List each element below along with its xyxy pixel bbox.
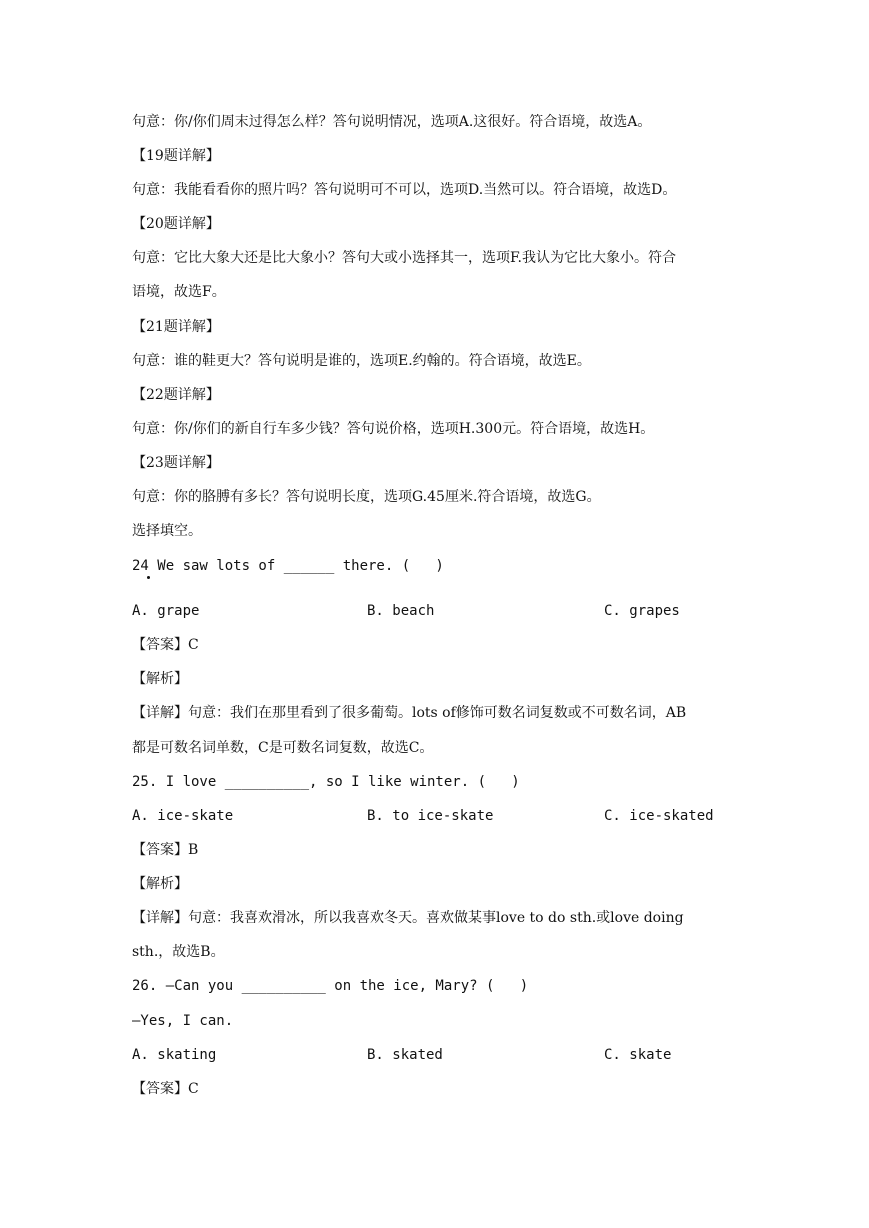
question-24-detail-line1: 【详解】句意：我们在那里看到了很多葡萄。lots of修饰可数名词复数或不可数名词，AB — [132, 705, 687, 721]
question-number-dot — [147, 576, 150, 579]
question-25-option-c: C. ice-skated — [604, 808, 714, 824]
heading-21: 【21题详解】 — [132, 319, 220, 335]
question-24-detail-line2: 都是可数名词单数，C是可数名词复数，故选C。 — [132, 740, 434, 756]
question-24-option-c: C. grapes — [604, 603, 680, 619]
question-26-stem: 26. —Can you __________ on the ice, Mary? ( ) — [132, 978, 529, 994]
explanation-21: 句意：谁的鞋更大？答句说明是谁的，选项E.约翰的。符合语境，故选E。 — [132, 353, 591, 369]
explanation-23: 句意：你的胳膊有多长？答句说明长度，选项G.45厘米.符合语境，故选G。 — [132, 489, 601, 505]
question-26-reply: —Yes, I can. — [132, 1013, 234, 1029]
question-24-answer: 【答案】C — [132, 637, 199, 653]
heading-20: 【20题详解】 — [132, 216, 220, 232]
question-24-option-a: A. grape — [132, 603, 200, 619]
question-25-stem: 25. I love __________, so I like winter. ( ) — [132, 774, 520, 790]
question-26-option-c: C. skate — [604, 1047, 672, 1063]
question-24-analysis-heading: 【解析】 — [132, 671, 188, 687]
section-title: 选择填空。 — [132, 523, 202, 539]
explanation-20-line2: 语境，故选F。 — [132, 284, 226, 300]
question-25-detail-line1: 【详解】句意：我喜欢滑冰，所以我喜欢冬天。喜欢做某事love to do sth.或love doing — [132, 910, 684, 926]
heading-19: 【19题详解】 — [132, 148, 220, 164]
question-25-analysis-heading: 【解析】 — [132, 876, 188, 892]
question-25-detail-line2: sth.，故选B。 — [132, 944, 225, 960]
heading-22: 【22题详解】 — [132, 387, 220, 403]
question-26-answer: 【答案】C — [132, 1081, 199, 1097]
explanation-22: 句意：你/你们的新自行车多少钱？答句说价格，选项H.300元。符合语境，故选H。 — [132, 421, 655, 437]
heading-23: 【23题详解】 — [132, 455, 220, 471]
question-25-answer: 【答案】B — [132, 842, 199, 858]
question-26-option-b: B. skated — [367, 1047, 443, 1063]
explanation-20-line1: 句意：它比大象大还是比大象小？答句大或小选择其一，选项F.我认为它比大象小。符合 — [132, 250, 676, 266]
question-24-option-b: B. beach — [367, 603, 435, 619]
question-25-option-b: B. to ice-skate — [367, 808, 494, 824]
explanation-18: 句意：你/你们周末过得怎么样？答句说明情况，选项A.这很好。符合语境，故选A。 — [132, 114, 652, 130]
question-25-option-a: A. ice-skate — [132, 808, 234, 824]
question-26-option-a: A. skating — [132, 1047, 217, 1063]
question-24-stem: 24 We saw lots of ______ there. ( ) — [132, 558, 444, 574]
explanation-19: 句意：我能看看你的照片吗？答句说明可不可以，选项D.当然可以。符合语境，故选D。 — [132, 182, 677, 198]
